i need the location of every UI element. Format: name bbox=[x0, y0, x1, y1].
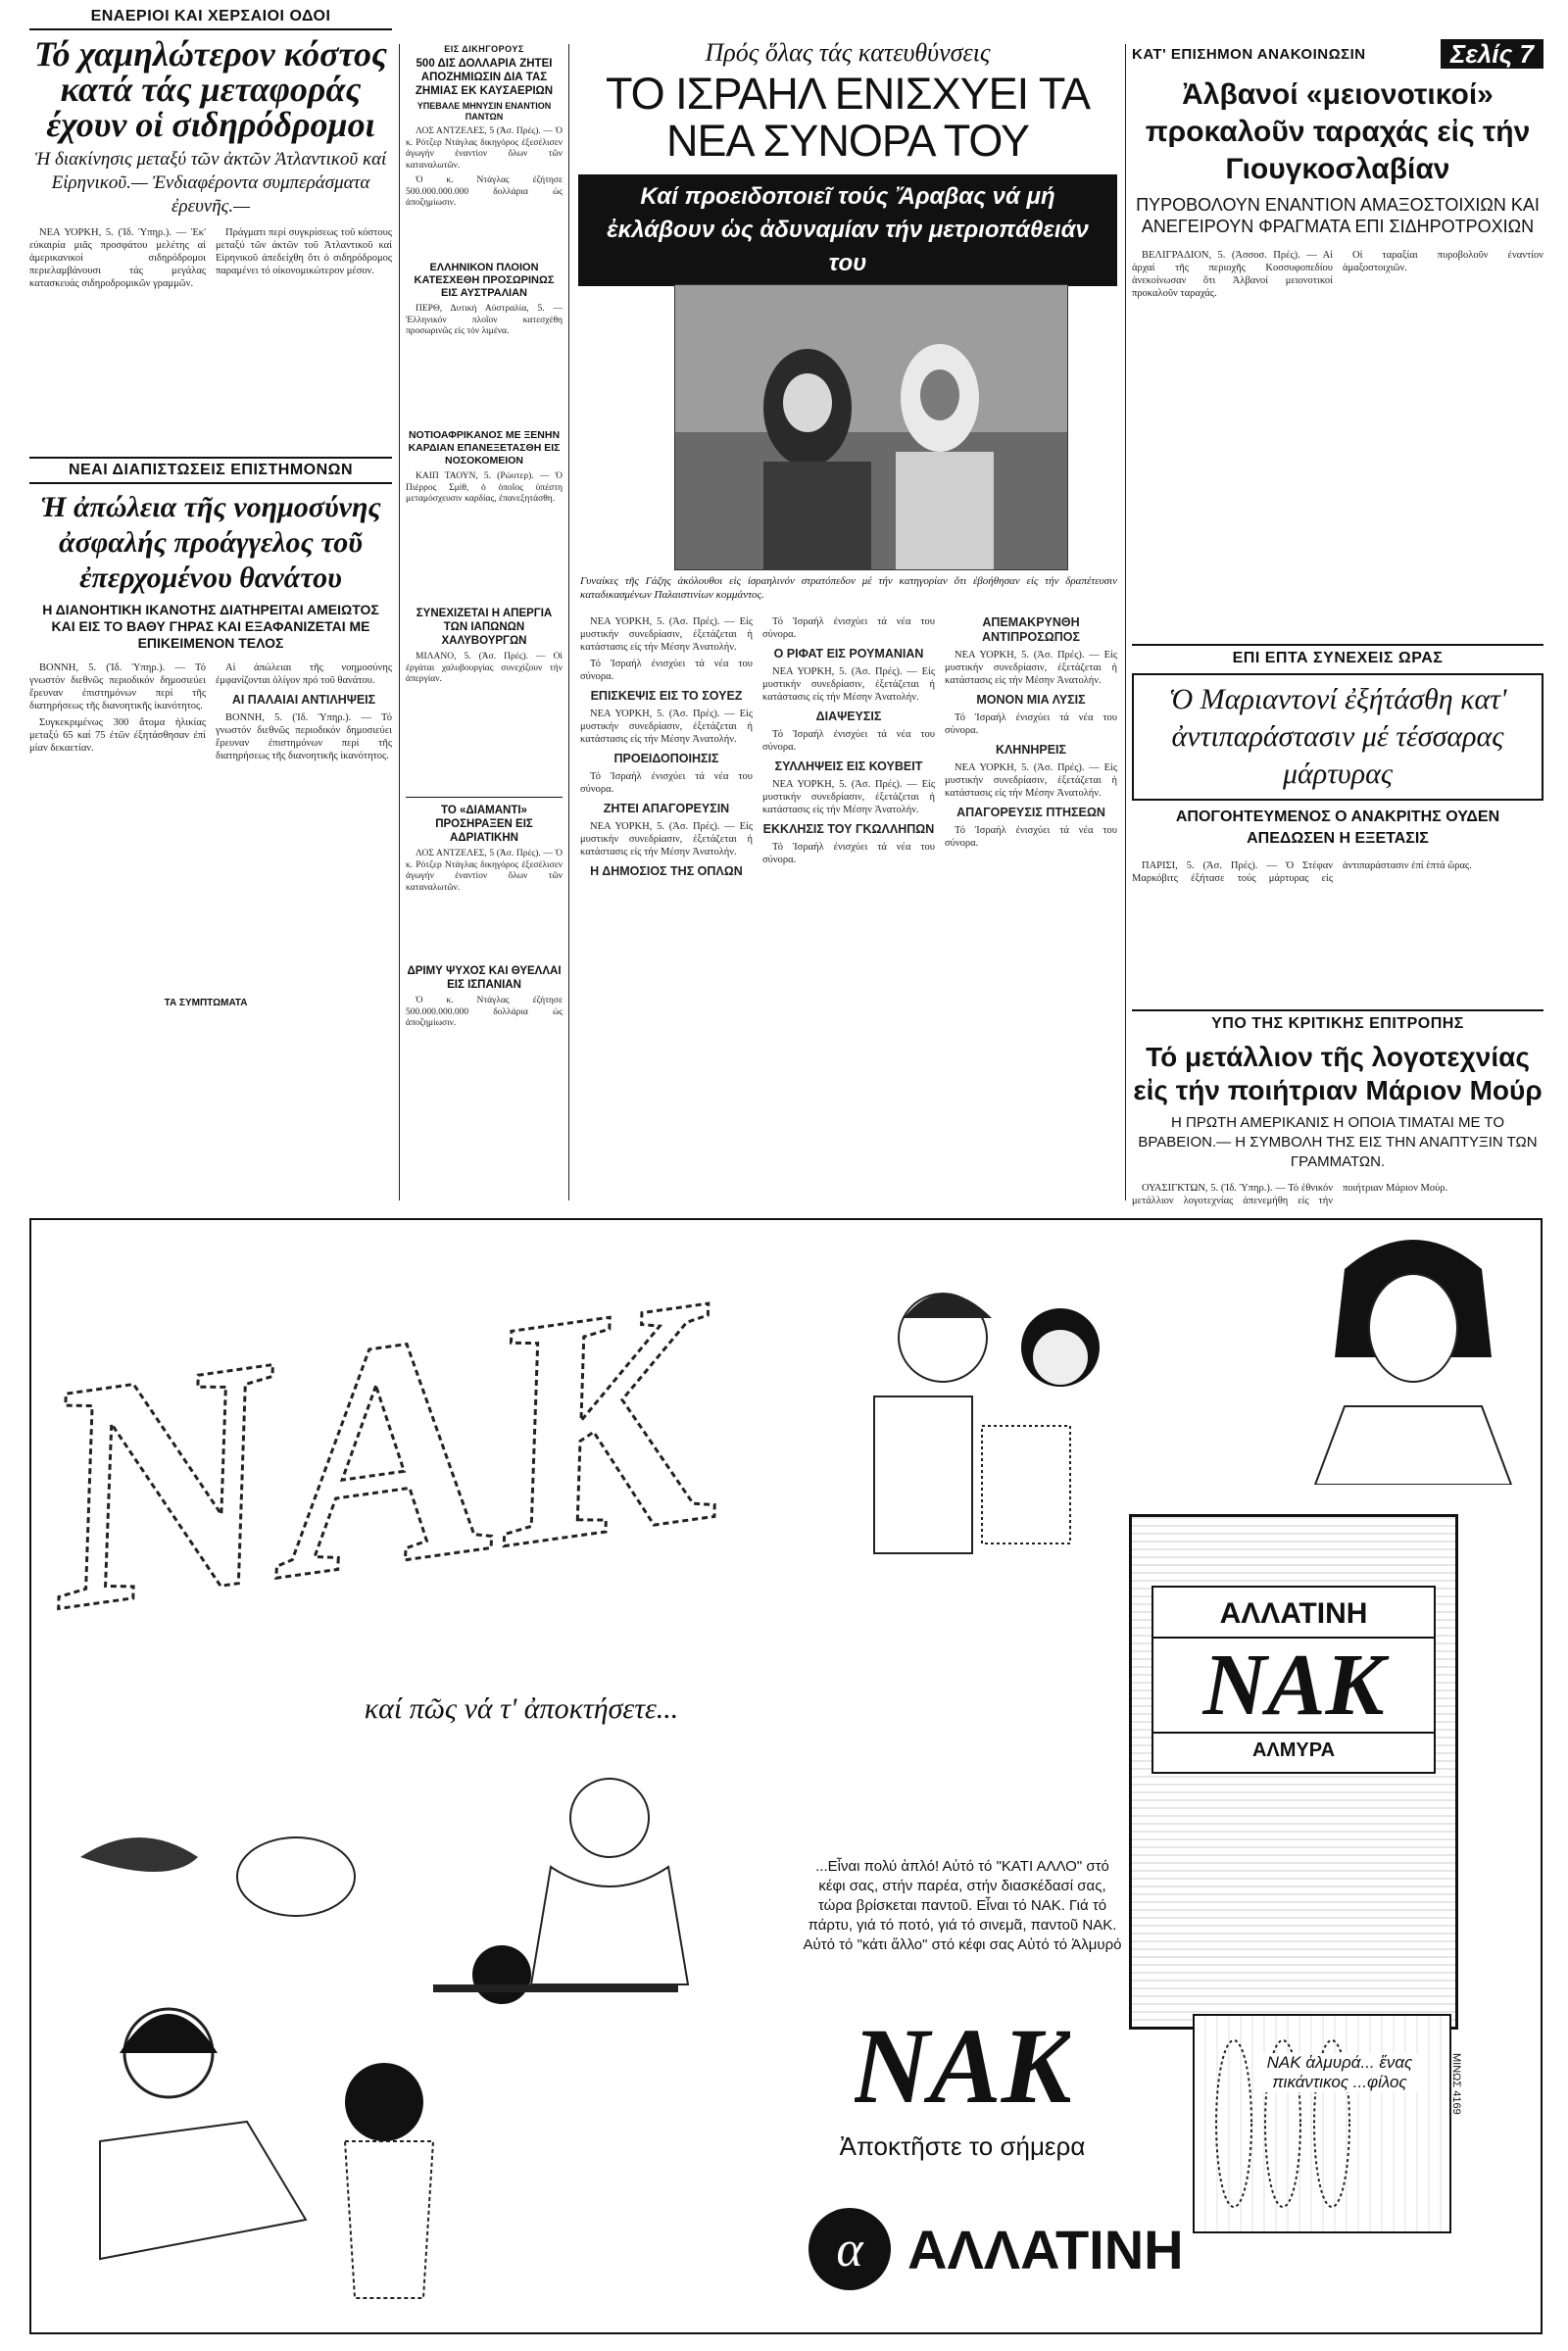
paragraph: ΝΕΑ ΥΟΡΚΗ, 5. (Ἀσ. Πρές). — Εἰς μυστικήν συνεδρίασιν, ἐξετάζεται ἡ κατάστασις εἰς τήν Μέσην Ἀνατολήν. bbox=[580, 821, 753, 857]
column-4 bbox=[1132, 39, 1544, 1309]
paragraph: Τό Ἰσραήλ ἐνισχύει τά νέα του σύνορα. bbox=[762, 616, 935, 640]
article-body bbox=[29, 661, 392, 1269]
headline: ΔΡΙΜΥ ΨΥΧΟΣ ΚΑΙ ΘΥΕΛΛΑΙ ΕΙΣ ΙΣΠΑΝΙΑΝ bbox=[407, 965, 562, 991]
column-3 bbox=[578, 39, 1117, 286]
paragraph: ΝΕΑ ΥΟΡΚΗ, 5. (Ἀσ. Πρές). — Εἰς μυστικήν συνεδρίασιν, ἐξετάζεται ἡ κατάστασις εἰς τήν Μέσην Ἀνατολήν. bbox=[762, 779, 935, 815]
ad-tagline: καί πῶς νά τ' ἀποκτήσετε... bbox=[364, 1692, 679, 1725]
headline: ΝΟΤΙΟΑΦΡΙΚΑΝΟΣ ΜΕ ΞΕΝΗΝ ΚΑΡΔΙΑΝ ΕΠΑΝΕΞΕΤΑΣΘΗ ΕΙΣ ΝΟΣΟΚΟΜΕΙΟΝ bbox=[408, 429, 561, 466]
package-brand: ΝΑΚ bbox=[1153, 1637, 1434, 1734]
ad-logo bbox=[855, 1994, 1070, 2122]
paragraph: Τό Ἰσραήλ ἐνισχύει τά νέα του σύνορα. bbox=[762, 842, 935, 865]
headline-box bbox=[1132, 673, 1544, 801]
headline: ΕΛΛΗΝΙΚΟΝ ΠΛΟΙΟΝ ΚΑΤΕΣΧΕΘΗ ΠΡΟΣΩΡΙΝΩΣ ΕΙΣ ΑΥΣΤΡΑΛΙΑΝ bbox=[414, 262, 555, 299]
section-row bbox=[1132, 39, 1544, 69]
paragraph: Ὁ κ. Ντάγλας ἐζήτησε 500.000.000.000 δολλάρια ὡς ἀποζημίωσιν. bbox=[406, 175, 563, 208]
kicker: Πρός ὅλας τάς κατευθύνσεις bbox=[705, 38, 991, 67]
column-2 bbox=[406, 44, 563, 1162]
paragraph: Πράγματι περί συγκρίσεως τοῦ κόστους μεταξύ τῶν ἀκτῶν τοῦ Ἀτλαντικοῦ καί Εἰρηνικοῦ ἀπεδείχθη ὅτι ὁ σιδηρόδρομος παραμένει τό οἰκονομικώτερον μέσον. bbox=[216, 227, 392, 276]
subhead: Ο ΡΙΦΑΤ ΕΙΣ ΡΟΥΜΑΝΙΑΝ bbox=[773, 647, 924, 661]
kicker: ΚΑΤ' ΕΠΙΣΗΜΟΝ ΑΝΑΚΟΙΝΩΣΙΝ bbox=[1132, 45, 1366, 63]
alpha-icon bbox=[806, 2205, 894, 2293]
kicker: ΕΙΣ ΔΙΚΗΓΟΡΟΥΣ bbox=[444, 44, 524, 54]
paragraph: ΝΕΑ ΥΟΡΚΗ, 5. (Ἀσ. Πρές). — Εἰς μυστικήν συνεδρίασιν, ἐξετάζεται ἡ κατάστασις εἰς τήν Μέσην Ἀνατολήν. bbox=[945, 762, 1117, 799]
paragraph: ΒΟΝΝΗ, 5. (Ἰδ. Ὑπηρ.). — Τό γνωστόν διεθνῶς περιοδικόν δημοσιεύει ἔρευναν ἐπιστημόνων περί τῆς διατηρήσεως τῆς διανοητικῆς ἱκανότητος. bbox=[29, 662, 206, 711]
headline: Ὁ Μαριαντονί ἐξήτάσθη κατ' ἀντιπαράστασιν μέ τέσσαρας μάρτυρας bbox=[1168, 683, 1507, 790]
article-body bbox=[406, 126, 563, 254]
paragraph: ΝΕΑ ΥΟΡΚΗ, 5. (Ἰδ. Ὑπηρ.). — Ἐκ' εὐκαιρία μιᾶς προσφάτου μελέτης αἱ ἀμερικανικοί σιδηρόδρομοι περιελαμβάνουσι τάς μεγάλας κατασκευάς σιδηροδρομικῶν γραμμῶν. bbox=[29, 227, 206, 289]
deck: ΠΥΡΟΒΟΛΟΥΝ ΕΝΑΝΤΙΟΝ ΑΜΑΞΟΣΤΟΙΧΙΩΝ ΚΑΙ ΑΝΕΓΕΙΡΟΥΝ ΦΡΑΓΜΑΤΑ ΕΠΙ ΣΙΔΗΡΟΤΡΟΧΙΩΝ bbox=[1136, 195, 1540, 236]
article-body bbox=[406, 652, 563, 789]
side-code: ΜΙΝΩΣ 4169 bbox=[1450, 2053, 1462, 2115]
paragraph: ΜΙΛΑΝΟ, 5. (Ἀσ. Πρές). — Οἱ ἐργάται χαλυβουργίας συνεχίζουν τήν ἀπεργίαν. bbox=[406, 652, 563, 684]
product-crackers bbox=[1193, 2014, 1451, 2233]
deck: Καί προειδοποιεῖ τούς Ἄραβας νά μή ἐκλάβουν ὡς ἀδυναμίαν τήν μετριοπάθειάν του bbox=[578, 174, 1117, 286]
svg-text:α: α bbox=[836, 2222, 863, 2278]
news-photo bbox=[674, 284, 1068, 570]
headline: ΤΟ ΙΣΡΑΗΛ ΕΝΙΣΧΥΕΙ ΤΑ ΝΕΑ ΣΥΝΟΡΑ ΤΟΥ bbox=[606, 69, 1090, 166]
paragraph: ΛΟΣ ΑΝΤΖΕΛΕΣ, 5 (Ἀσ. Πρές). — Ὁ κ. Ρότζερ Ντάγλας δικηγόρος ἐξεσέλισεν ἀγωγήν ἐναντίον ὅλων τῶν καταναλωτῶν. bbox=[406, 849, 563, 893]
subhead: ΔΙΑΨΕΥΣΙΣ bbox=[815, 710, 882, 723]
paragraph: Τό Ἰσραήλ ἐνισχύει τά νέα του σύνορα. bbox=[580, 659, 753, 682]
headline: Τό μετάλλιον τῆς λογοτεχνίας εἰς τήν ποιήτριαν Μάριον Μούρ bbox=[1133, 1042, 1543, 1105]
deck: Η ΔΙΑΝΟΗΤΙΚΗ ΙΚΑΝΟΤΗΣ ΔΙΑΤΗΡΕΙΤΑΙ ΑΜΕΙΩΤΟΣ ΚΑΙ ΕΙΣ ΤΟ ΒΑΘΥ ΓΗΡΑΣ ΚΑΙ ΕΞΑΦΑΝΙΖΕΤΑΙ ΜΕ ΕΠΙΚΕΙΜΕΝΟΝ ΤΕΛΟΣ bbox=[42, 602, 379, 651]
article-body bbox=[580, 615, 1117, 1203]
paragraph: ΝΕΑ ΥΟΡΚΗ, 5. (Ἀσ. Πρές). — Εἰς μυστικήν συνεδρίασιν, ἐξετάζεται ἡ κατάστασις εἰς τήν Μέσην Ἀνατολήν. bbox=[580, 709, 753, 745]
article-body bbox=[29, 226, 392, 447]
paragraph: ΝΕΑ ΥΟΡΚΗ, 5. (Ἀσ. Πρές). — Εἰς μυστικήν συνεδρίασιν, ἐξετάζεται ἡ κατάστασις εἰς τήν Μέσην Ἀνατολήν. bbox=[945, 650, 1117, 686]
column-rule bbox=[568, 44, 569, 1200]
paragraph: ΒΕΛΙΓΡΑΔΙΟΝ, 5. (Ἀσσοσ. Πρές). — Αἱ ἀρχαί τῆς περιοχῆς Κοσσυφοπεδίου ἀνεκοίνωσαν ὅτι Ἀλβανοί μειονοτικοί προκαλοῦν ταραχάς. bbox=[1132, 250, 1333, 299]
kicker: ΥΠΟ ΤΗΣ ΚΡΙΤΙΚΗΣ ΕΠΙΤΡΟΠΗΣ bbox=[1132, 1009, 1544, 1033]
subhead: ΤΑ ΣΥΜΠΤΩΜΑΤΑ bbox=[164, 998, 248, 1008]
subhead: ΜΟΝΟΝ ΜΙΑ ΛΥΣΙΣ bbox=[976, 693, 1086, 707]
headline: 500 ΔΙΣ ΔΟΛΛΑΡΙΑ ΖΗΤΕΙ ΑΠΟΖΗΜΙΩΣΙΝ ΔΙΑ ΤΑΣ ΖΗΜΙΑΣ ΕΚ ΚΑΥΣΑΕΡΙΩΝ bbox=[415, 58, 554, 97]
page-section-badge: Σελίς 7 bbox=[1441, 39, 1544, 69]
couple-graphic bbox=[835, 1249, 1168, 1563]
article-body bbox=[406, 471, 563, 599]
column-rule bbox=[399, 44, 400, 1200]
deck: ΥΠΕΒΑΛΕ ΜΗΝΥΣΙΝ ΕΝΑΝΤΙΟΝ ΠΑΝΤΩΝ bbox=[416, 101, 552, 122]
ad-brand-text: ΝΑΚ bbox=[41, 1240, 727, 1651]
crackers-graphic bbox=[1195, 2016, 1449, 2231]
paragraph: Αἱ ἀπώλειαι τῆς νοημοσύνης ἐμφανίζονται ὀλίγον πρό τοῦ θανάτου. bbox=[216, 662, 392, 686]
package-label bbox=[1152, 1586, 1436, 1774]
paragraph: ΠΕΡΘ, Δυτική Αὐστραλία, 5. — Ἑλληνικόν πλοῖον κατεσχέθη προσωρινῶς εἰς τόν λιμένα. bbox=[406, 304, 563, 336]
paragraph: ΒΟΝΝΗ, 5. (Ἰδ. Ὑπηρ.). — Τό γνωστόν διεθνῶς περιοδικόν δημοσιεύει ἔρευναν ἐπιστημόνων περί τῆς διατηρήσεως τῆς διανοητικῆς ἱκανότητος. bbox=[216, 712, 392, 761]
paragraph: Τό Ἰσραήλ ἐνισχύει τά νέα του σύνορα. bbox=[762, 729, 935, 753]
package-company: ΑΛΛΑΤΙΝΗ bbox=[1219, 1597, 1368, 1630]
deck: ΑΠΟΓΟΗΤΕΥΜΕΝΟΣ Ο ΑΝΑΚΡΙΤΗΣ ΟΥΔΕΝ ΑΠΕΔΩΣΕΝ Η ΕΞΕΤΑΣΙΣ bbox=[1175, 808, 1500, 847]
article-body bbox=[406, 304, 563, 421]
subhead: ΑΠΕΜΑΚΡΥΝΘΗ ΑΝΤΙΠΡΟΣΩΠΟΣ bbox=[981, 615, 1081, 644]
ad-brand-lettering bbox=[41, 1240, 727, 1651]
nak-logo-graphic bbox=[855, 1994, 1070, 2122]
headline: ΣΥΝΕΧΙΖΕΤΑΙ Η ΑΠΕΡΓΙΑ ΤΩΝ ΙΑΠΩΝΩΝ ΧΑΛΥΒΟΥΡΓΩΝ bbox=[416, 608, 553, 647]
woman-graphic bbox=[1305, 1230, 1531, 1485]
subhead: Η ΔΗΜΟΣΙΟΣ ΤΗΣ ΟΠΛΩΝ bbox=[590, 864, 743, 878]
package-caption: ΝΑΚ ἁλμυρά... ἕνας πικάντικος ...φίλος bbox=[1256, 2053, 1423, 2092]
column-1 bbox=[29, 8, 392, 1269]
subhead: ΚΛΗΝΗΡΕΙΣ bbox=[995, 743, 1067, 757]
paragraph: Συγκεκριμένως 300 ἄτομα ἡλικίας μεταξύ 65 καί 75 ἐτῶν ἐξητάσθησαν ἐπί μίαν δεκαετίαν. bbox=[29, 717, 206, 754]
ad-woman-illustration bbox=[1305, 1230, 1531, 1485]
package-flavor: ΑΛΜΥΡΑ bbox=[1251, 1739, 1336, 1761]
ad-logo-text: ΝΑΚ bbox=[855, 2006, 1070, 2122]
ad-illustration bbox=[61, 1730, 747, 2308]
company-name: ΑΛΛΑΤΙΝΗ bbox=[907, 2218, 1184, 2280]
article-body bbox=[1132, 859, 1544, 1002]
subhead: ΣΥΛΛΗΨΕΙΣ ΕΙΣ ΚΟΥΒΕΙΤ bbox=[774, 759, 923, 773]
kicker: ΕΠΙ ΕΠΤΑ ΣΥΝΕΧΕΙΣ ΩΡΑΣ bbox=[1132, 644, 1544, 667]
paragraph: ΝΕΑ ΥΟΡΚΗ, 5. (Ἀσ. Πρές). — Εἰς μυστικήν συνεδρίασιν, ἐξετάζεται ἡ κατάστασις εἰς τήν Μέσην Ἀνατολήν. bbox=[580, 616, 753, 653]
paragraph: ΛΟΣ ΑΝΤΖΕΛΕΣ, 5 (Ἀσ. Πρές). — Ὁ κ. Ρότζερ Ντάγλας δικηγόρος ἐξεσέλισεν ἀγωγήν ἐναντίον ὅλων τῶν καταναλωτῶν. bbox=[406, 126, 563, 171]
paragraph: Οἱ ταραξίαι πυροβολοῦν ἐναντίον ἁμαξοστοιχιῶν. bbox=[1343, 250, 1544, 273]
ad-couple-illustration bbox=[835, 1249, 1168, 1563]
paragraph: ΝΕΑ ΥΟΡΚΗ, 5. (Ἀσ. Πρές). — Εἰς μυστικήν συνεδρίασιν, ἐξετάζεται ἡ κατάστασις εἰς τήν Μέσην Ἀνατολήν. bbox=[762, 666, 935, 703]
people-illustration bbox=[61, 1730, 747, 2308]
headline: ΤΟ «ΔΙΑΜΑΝΤΙ» ΠΡΟΣΗΡΑΞΕΝ ΕΙΣ ΑΔΡΙΑΤΙΚΗΝ bbox=[406, 797, 563, 845]
deck: Η ΠΡΩΤΗ ΑΜΕΡΙΚΑΝΙΣ Η ΟΠΟΙΑ ΤΙΜΑΤΑΙ ΜΕ ΤΟ ΒΡΑΒΕΙΟΝ.— Η ΣΥΜΒΟΛΗ ΤΗΣ ΕΙΣ ΤΗΝ ΑΝΑΠΤΥΞΙΝ ΤΩΝ ΓΡΑΜΜΑΤΩΝ. bbox=[1138, 1114, 1538, 1170]
subhead: ΠΡΟΕΙΔΟΠΟΙΗΣΙΣ bbox=[613, 752, 719, 765]
ad-copy: ...Εἶναι πολύ ἁπλό! Αὐτό τό "ΚΑΤΙ ΑΛΛΟ" στό κέφι σας, στήν παρέα, στήν διασκέδασί σας, τώρα βρίσκεται παντοῦ. Εἶναι τό ΝΑΚ. Γιά τό πάρτυ, γιά τό ποτό, γιά τό σινεμᾶ, παντοῦ ΝΑΚ. Αὐτό τό "κάτι ἄλλο" στό κέφι σας Αὐτό τό Ἁλμυρό bbox=[803, 1858, 1122, 1953]
headline: Ἡ ἀπώλεια τῆς νοημοσύνης ἀσφαλής προάγγελος τοῦ ἐπερχομένου θανάτου bbox=[40, 491, 381, 594]
article-body bbox=[406, 849, 563, 956]
paragraph: Τό Ἰσραήλ ἐνισχύει τά νέα του σύνορα. bbox=[945, 712, 1117, 736]
paragraph: Τό Ἰσραήλ ἐνισχύει τά νέα του σύνορα. bbox=[945, 825, 1117, 849]
headline: Ἀλβανοί «μειονοτικοί» προκαλοῦν ταραχάς εἰς τήν Γιουγκοσλαβίαν bbox=[1145, 78, 1531, 185]
column-rule bbox=[1125, 44, 1126, 1200]
photo-caption: Γυναίκες τῆς Γάζης ἀκόλουθοι εἰς ἰσραηλινόν στρατόπεδον μέ τήν κατηγορίαν ὅτι ἐβοήθησαν εἰς τήν δραπέτευσιν καταδικασμένων Παλαιστινίων κομμάντος. bbox=[580, 575, 1117, 601]
paragraph: ΟΥΑΣΙΓΚΤΩΝ, 5. (Ἰδ. Ὑπηρ.). — Τό ἐθνικόν μετάλλιον λογοτεχνίας ἀπενεμήθη εἰς τήν ποιήτριαν Μάριον Μούρ. bbox=[1132, 1183, 1448, 1206]
subhead: ΑΠΑΓΟΡΕΥΣΙΣ ΠΤΗΣΕΩΝ bbox=[956, 806, 1105, 819]
subhead: ΕΚΚΛΗΣΙΣ ΤΟΥ ΓΚΩΛΛΗΠΩΝ bbox=[762, 822, 935, 836]
subhead: ΑΙ ΠΑΛΑΙΑΙ ΑΝΤΙΛΗΨΕΙΣ bbox=[231, 693, 376, 707]
nak-advertisement bbox=[29, 1218, 1543, 2334]
headline: Τό χαμηλώτερον κόστος κατά τάς μεταφοράς έχουν οἱ σιδηρόδρομοι bbox=[33, 34, 388, 144]
paragraph: ΚΑΪΠ ΤΑΟΥΝ, 5. (Ρώυτερ). — Ὁ Πιέρρος Σμίθ, ὁ ὁποῖος ὑπέστη μεταμόσχευσιν καρδίας, ἐπανεξητάσθη. bbox=[406, 471, 563, 504]
deck: Ἡ διακίνησις μεταξύ τῶν ἀκτῶν Ἀτλαντικοῦ καί Εἰρηνικοῦ.— Ἐνδιαφέροντα συμπεράσματα ἐρευνῆς.— bbox=[34, 149, 387, 217]
subhead: ΖΗΤΕΙ ΑΠΑΓΟΡΕΥΣΙΝ bbox=[603, 802, 730, 815]
article-body bbox=[1132, 249, 1544, 636]
product-package bbox=[1129, 1514, 1458, 2030]
kicker: ΝΕΑΙ ΔΙΑΠΙΣΤΩΣΕΙΣ ΕΠΙΣΤΗΜΟΝΩΝ bbox=[29, 457, 392, 484]
brand-lettering-graphic bbox=[41, 1240, 727, 1651]
kicker: ΕΝΑΕΡΙΟΙ ΚΑΙ ΧΕΡΣΑΙΟΙ ΟΔΟΙ bbox=[29, 8, 392, 30]
photo-illustration bbox=[675, 285, 1067, 569]
paragraph: ΠΑΡΙΣΙ, 5. (Ἀσ. Πρές). — Ὁ Στέφαν Μαρκόβιτς ἐξήτασε τούς μάρτυρας εἰς ἀντιπαράστασιν ἐπί ἑπτά ὥρας. bbox=[1132, 860, 1472, 884]
paragraph: Ὁ κ. Ντάγλας ἐζήτησε 500.000.000.000 δολλάρια ὡς ἀποζημίωσιν. bbox=[406, 996, 563, 1028]
paragraph: Τό Ἰσραήλ ἐνισχύει τά νέα του σύνορα. bbox=[580, 771, 753, 795]
article-body bbox=[406, 996, 563, 1162]
subhead: ΕΠΙΣΚΕΨΙΣ ΕΙΣ ΤΟ ΣΟΥΕΖ bbox=[590, 689, 743, 703]
ad-cta: Ἀποκτῆστε το σήμερα bbox=[839, 2131, 1086, 2161]
